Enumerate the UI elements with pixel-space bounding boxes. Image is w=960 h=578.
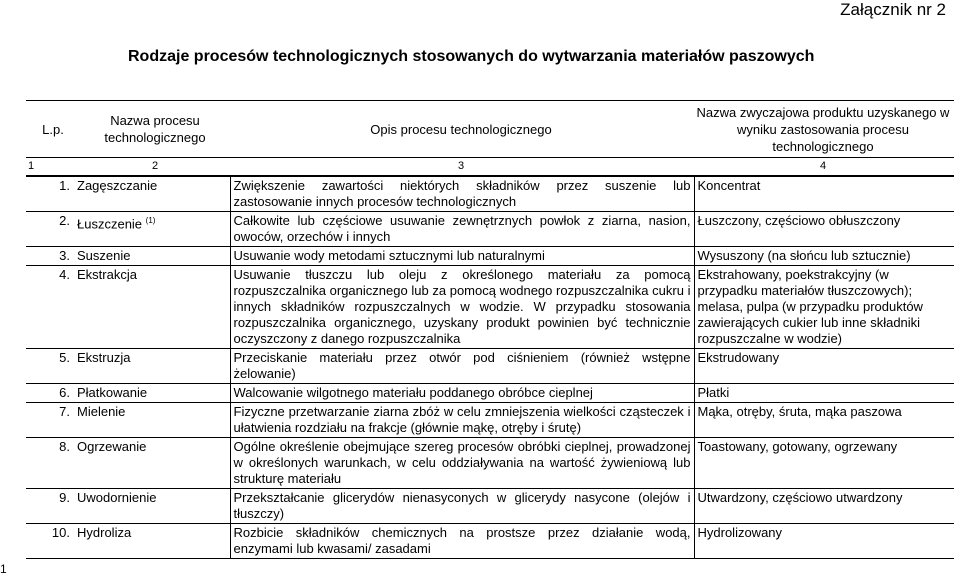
- row-number: 2.: [26, 212, 74, 247]
- process-name-cell: [74, 212, 230, 247]
- table-row: [26, 384, 954, 403]
- column-number: 4: [692, 158, 954, 176]
- product-name: Łuszczony, częściowo obłuszczony: [694, 212, 954, 247]
- product-name: Hydrolizowany: [694, 524, 954, 559]
- product-name: Ekstrahowany, poekstrakcyjny (w przypadku materiałów tłuszczowych); melasa, pulpa (w przypadku produktów zawierających cukier lub inne składniki rozpuszczalne w wodzie): [694, 266, 954, 349]
- process-name: Mielenie: [74, 403, 230, 438]
- product-name: Ekstrudowany: [694, 349, 954, 384]
- process-description: Ogólne określenie obejmujące szereg procesów obróbki cieplnej, prowadzonej w określonych warunkach, w celu oddziaływania na wartość żywieniową lub strukturę materiału: [230, 438, 694, 489]
- row-number: 6.: [26, 384, 74, 403]
- process-description: Przekształcanie glicerydów nienasyconych w glicerydy nasycone (olejów i tłuszczy): [230, 489, 694, 524]
- table-row: [26, 524, 954, 559]
- product-name: Utwardzony, częściowo utwardzony: [694, 489, 954, 524]
- header-lp: L.p.: [26, 101, 80, 158]
- column-number: 3: [230, 158, 692, 176]
- process-name: Łuszczenie: [77, 216, 143, 232]
- process-name: Płatkowanie: [74, 384, 230, 403]
- process-description: Przeciskanie materiału przez otwór pod ciśnieniem (również wstępne żelowanie): [230, 349, 694, 384]
- table-row: [26, 177, 954, 212]
- process-name: Uwodornienie: [74, 489, 230, 524]
- process-description: Walcowanie wilgotnego materiału poddanego obróbce cieplnej: [230, 384, 694, 403]
- header-product: Nazwa zwyczajowa produktu uzyskanego w wyniku zastosowania procesu technologicznego: [692, 101, 954, 158]
- process-table: [26, 176, 954, 559]
- header-name: Nazwa procesu technologicznego: [80, 101, 230, 158]
- process-name: Ekstruzja: [74, 349, 230, 384]
- table-row: [26, 349, 954, 384]
- process-name: Suszenie: [74, 247, 230, 266]
- product-name: Toastowany, gotowany, ogrzewany: [694, 438, 954, 489]
- table-row: [26, 438, 954, 489]
- table-row: [26, 212, 954, 247]
- table-row: [26, 247, 954, 266]
- product-name: Płatki: [694, 384, 954, 403]
- row-number: 8.: [26, 438, 74, 489]
- product-name: Wysuszony (na słońcu lub sztucznie): [694, 247, 954, 266]
- row-number: 10.: [26, 524, 74, 559]
- product-name: Mąka, otręby, śruta, mąka paszowa: [694, 403, 954, 438]
- row-number: 5.: [26, 349, 74, 384]
- header-desc: Opis procesu technologicznego: [230, 101, 692, 158]
- process-name: Hydroliza: [74, 524, 230, 559]
- process-description: Rozbicie składników chemicznych na prostsze przez działanie wodą, enzymami lub kwasami/ zasadami: [230, 524, 694, 559]
- column-number: 2: [80, 158, 230, 176]
- table-row: [26, 403, 954, 438]
- process-description: Fizyczne przetwarzanie ziarna zbóż w celu zmniejszenia wielkości cząsteczek i ułatwienia rozdziału na frakcje (głównie mąkę, otręby i śrutę): [230, 403, 694, 438]
- process-description: Usuwanie wody metodami sztucznymi lub naturalnymi: [230, 247, 694, 266]
- page-number: 1: [0, 562, 7, 576]
- table-row: [26, 489, 954, 524]
- annex-label: Załącznik nr 2: [840, 0, 946, 19]
- process-description: Zwiększenie zawartości niektórych składników przez suszenie lub zastosowanie innych procesów technologicznych: [230, 177, 694, 212]
- process-name: Ogrzewanie: [74, 438, 230, 489]
- row-number: 4.: [26, 266, 74, 349]
- table-row: [26, 266, 954, 349]
- process-name: Zagęszczanie: [74, 177, 230, 212]
- process-name: Ekstrakcja: [74, 266, 230, 349]
- process-description: Usuwanie tłuszczu lub oleju z określonego materiału za pomocą rozpuszczalnika organicznego lub za pomocą wodnego rozpuszczalnika cukru i innych składników rozpuszczalnych w wodzie. W przypadku stosowania rozpuszczalnika organicznego, uzyskany produkt powinien być technicznie oczyszczony z danego rozpuszczalnika: [230, 266, 694, 349]
- process-description: Całkowite lub częściowe usuwanie zewnętrznych powłok z ziarna, nasion, owoców, orzechów i innych: [230, 212, 694, 247]
- product-name: Koncentrat: [694, 177, 954, 212]
- footnote-marker: (1): [145, 216, 156, 225]
- row-number: 3.: [26, 247, 74, 266]
- page-title: Rodzaje procesów technologicznych stosowanych do wytwarzania materiałów paszowych: [128, 48, 815, 65]
- row-number: 9.: [26, 489, 74, 524]
- row-number: 7.: [26, 403, 74, 438]
- table-header: [26, 100, 954, 176]
- column-number: 1: [26, 158, 80, 176]
- row-number: 1.: [26, 177, 74, 212]
